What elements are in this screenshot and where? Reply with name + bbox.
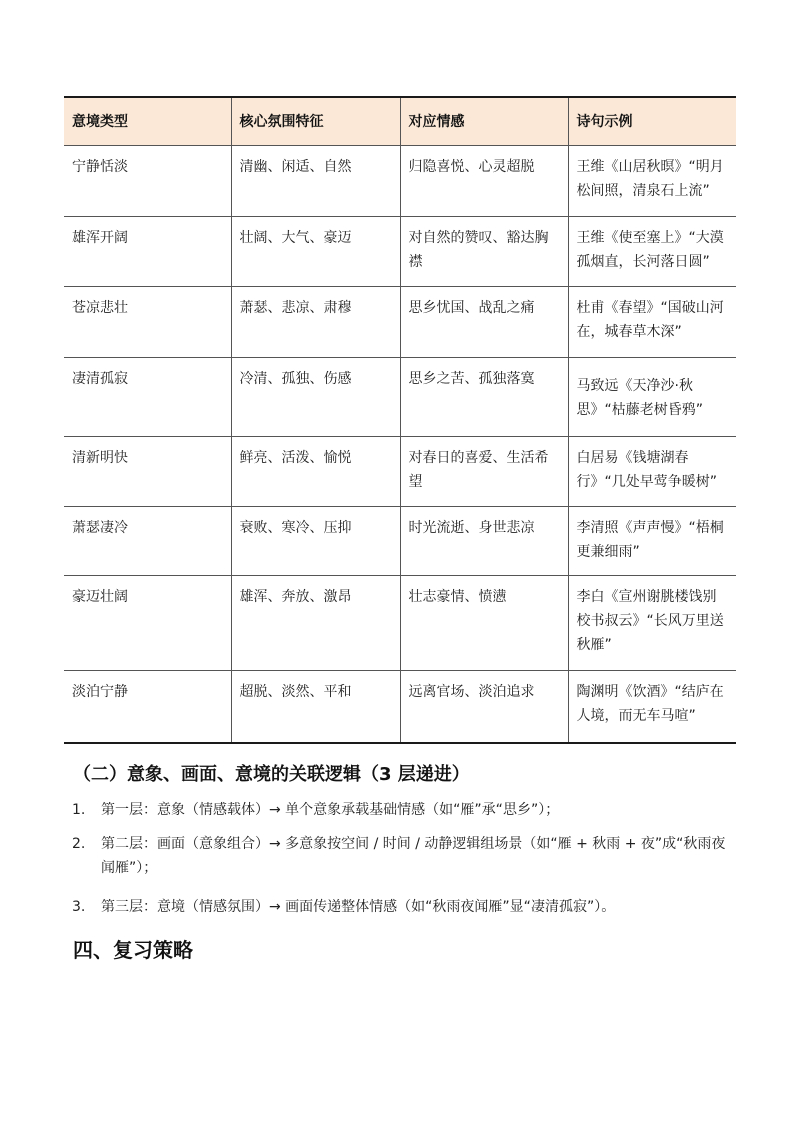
table-header-row — [64, 97, 736, 145]
cell-atmosphere: 清幽、闲适、自然 — [231, 145, 400, 216]
cell-atmosphere: 萧瑟、悲凉、肃穆 — [231, 286, 400, 357]
cell-imagery-type: 宁静恬淡 — [64, 145, 231, 216]
cell-emotion: 时光流逝、身世悲凉 — [400, 506, 568, 575]
header-emotion: 对应情感 — [400, 97, 568, 145]
cell-emotion: 远离官场、淡泊追求 — [400, 670, 568, 743]
cell-emotion: 思乡忧国、战乱之痛 — [400, 286, 568, 357]
list-item-text: 第三层：意境（情感氛围）→ 画面传递整体情感（如“秋雨夜闻雁”显“凄清孤寂”）。 — [101, 899, 616, 915]
section-title: （二）意象、画面、意境的关联逻辑（3 层递进） — [73, 764, 470, 785]
chapter-title: 四、复习策略 — [73, 938, 193, 962]
list-item-number: 2. — [72, 836, 86, 852]
logic-list — [72, 798, 736, 919]
cell-emotion: 壮志豪情、愤懑 — [400, 575, 568, 670]
cell-atmosphere: 冷清、孤独、伤感 — [231, 357, 400, 436]
header-imagery-type: 意境类型 — [64, 97, 231, 145]
cell-atmosphere: 超脱、淡然、平和 — [231, 670, 400, 743]
list-item-text: 第二层：画面（意象组合）→ 多意象按空间 / 时间 / 动静逻辑组场景（如“雁 + 秋雨 + 夜”成“秋雨夜闻雁”）； — [101, 836, 726, 876]
cell-emotion: 思乡之苦、孤独落寞 — [400, 357, 568, 436]
cell-poem-example: 王维《使至塞上》“大漠孤烟直，长河落日圆” — [568, 216, 736, 286]
list-item-number: 1. — [72, 802, 86, 818]
cell-emotion: 对春日的喜爱、生活希望 — [400, 436, 568, 506]
list-item — [72, 832, 736, 880]
table-row — [64, 357, 736, 436]
imagery-type-table — [64, 96, 736, 744]
cell-imagery-type: 萧瑟凄冷 — [64, 506, 231, 575]
cell-atmosphere: 衰败、寒冷、压抑 — [231, 506, 400, 575]
table-row — [64, 216, 736, 286]
cell-imagery-type: 淡泊宁静 — [64, 670, 231, 743]
cell-poem-example: 王维《山居秋暝》“明月松间照，清泉石上流” — [568, 145, 736, 216]
list-item-number: 3. — [72, 899, 86, 915]
list-item — [72, 798, 736, 822]
cell-atmosphere: 雄浑、奔放、激昂 — [231, 575, 400, 670]
cell-poem-example: 李清照《声声慢》“梧桐更兼细雨” — [568, 506, 736, 575]
cell-imagery-type: 雄浑开阔 — [64, 216, 231, 286]
list-item — [72, 895, 736, 919]
cell-poem-example: 白居易《钱塘湖春行》“几处早莺争暖树” — [568, 436, 736, 506]
table-row — [64, 145, 736, 216]
cell-imagery-type: 凄清孤寂 — [64, 357, 231, 436]
cell-poem-example: 马致远《天净沙·秋思》“枯藤老树昏鸦” — [568, 357, 736, 436]
cell-imagery-type: 清新明快 — [64, 436, 231, 506]
cell-emotion: 归隐喜悦、心灵超脱 — [400, 145, 568, 216]
cell-poem-example: 杜甫《春望》“国破山河在，城春草木深” — [568, 286, 736, 357]
cell-poem-example: 李白《宣州谢朓楼饯别校书叔云》“长风万里送秋雁” — [568, 575, 736, 670]
cell-atmosphere: 壮阔、大气、豪迈 — [231, 216, 400, 286]
list-item-text: 第一层：意象（情感载体）→ 单个意象承载基础情感（如“雁”承“思乡”）； — [101, 802, 560, 818]
table-row — [64, 670, 736, 743]
header-atmosphere: 核心氛围特征 — [231, 97, 400, 145]
cell-imagery-type: 豪迈壮阔 — [64, 575, 231, 670]
cell-imagery-type: 苍凉悲壮 — [64, 286, 231, 357]
header-poem-example: 诗句示例 — [568, 97, 736, 145]
table-row — [64, 436, 736, 506]
cell-atmosphere: 鲜亮、活泼、愉悦 — [231, 436, 400, 506]
table-row — [64, 286, 736, 357]
table-row — [64, 575, 736, 670]
cell-poem-example: 陶渊明《饮酒》“结庐在人境，而无车马喧” — [568, 670, 736, 743]
table-row — [64, 506, 736, 575]
cell-emotion: 对自然的赞叹、豁达胸襟 — [400, 216, 568, 286]
